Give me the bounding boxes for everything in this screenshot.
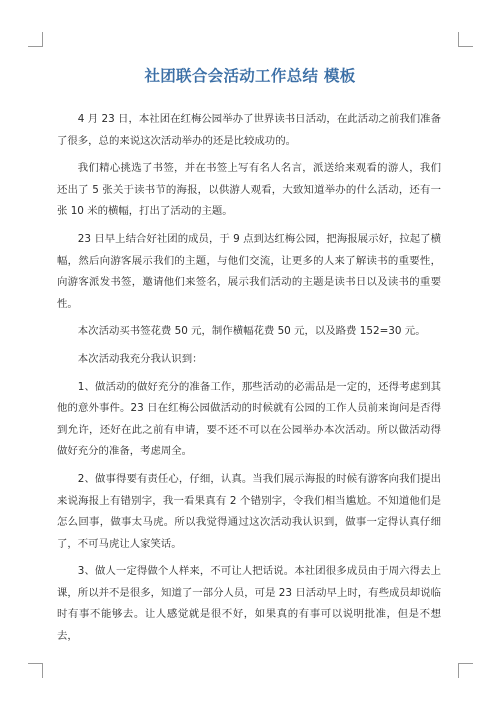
paragraph-3: 23 日早上结合好社团的成员，于 9 点到达红梅公园，把海报展示好，拉起了横幅，然后向游客展示我们的主题，与他们交流，让更多的人来了解读书的重要性，向游客派发书签，邀请他们来签名，展示我们活动的主题是读书日以及读书的重要性。 — [57, 232, 441, 310]
paragraph-1: 4 月 23 日，本社团在红梅公园举办了世界读书日活动，在此活动之前我们准备了很多，总的来说这次活动举办的还是比较成功的。 — [57, 113, 441, 147]
document-body — [57, 109, 441, 654]
crop-mark-top-right — [458, 32, 473, 47]
paragraph-6: 1、做活动的做好充分的准备工作，那些活动的必需品是一定的，还得考虑到其他的意外事件。23 日在红梅公园做活动的时候就有公园的工作人员前来询问是否得到允许，还好在此之前有申请，要不还不可以在公园举办本次活动。所以做活动得做好充分的准备，考虑周全。 — [57, 380, 441, 458]
paragraph-5: 本次活动我充分我认识到： — [77, 352, 203, 365]
paragraph-7: 2、做事得要有责任心，仔细，认真。当我们展示海报的时候有游客向我们提出来说海报上有错别字，我一看果真有 2 个错别字，令我们相当尴尬。不知道他们是怎么回事，做事太马虎。所以我觉得通过这次活动我认识到，做事一定得认真仔细了，不可马虎让人家笑话。 — [57, 472, 441, 550]
paragraph-2: 我们精心挑选了书签，并在书签上写有名人名言，派送给来观看的游人，我们还出了 5 张关于读书节的海报，以供游人观看，大致知道举办的什么活动，还有一张 10 米的横幅，打出了活动的主题。 — [57, 162, 441, 218]
crop-mark-top-left — [28, 32, 43, 47]
paragraph-8: 3、做人一定得做个人样来，不可让人把话说。本社团很多成员由于周六得去上课，所以并不是很多，知道了一部分人员，可是 23 日活动早上时，有些成员却说临时有事不能够去。让人感觉就是很不好，如果真的有事可以说明批准，但是不想去， — [57, 565, 441, 643]
document-title: 社团联合会活动工作总结 模板 — [144, 67, 356, 85]
crop-mark-bottom-left — [28, 663, 43, 678]
paragraph-4: 本次活动买书签花费 50 元，制作横幅花费 50 元，以及路费 152=30 元。 — [77, 325, 426, 338]
crop-mark-bottom-right — [458, 663, 473, 678]
